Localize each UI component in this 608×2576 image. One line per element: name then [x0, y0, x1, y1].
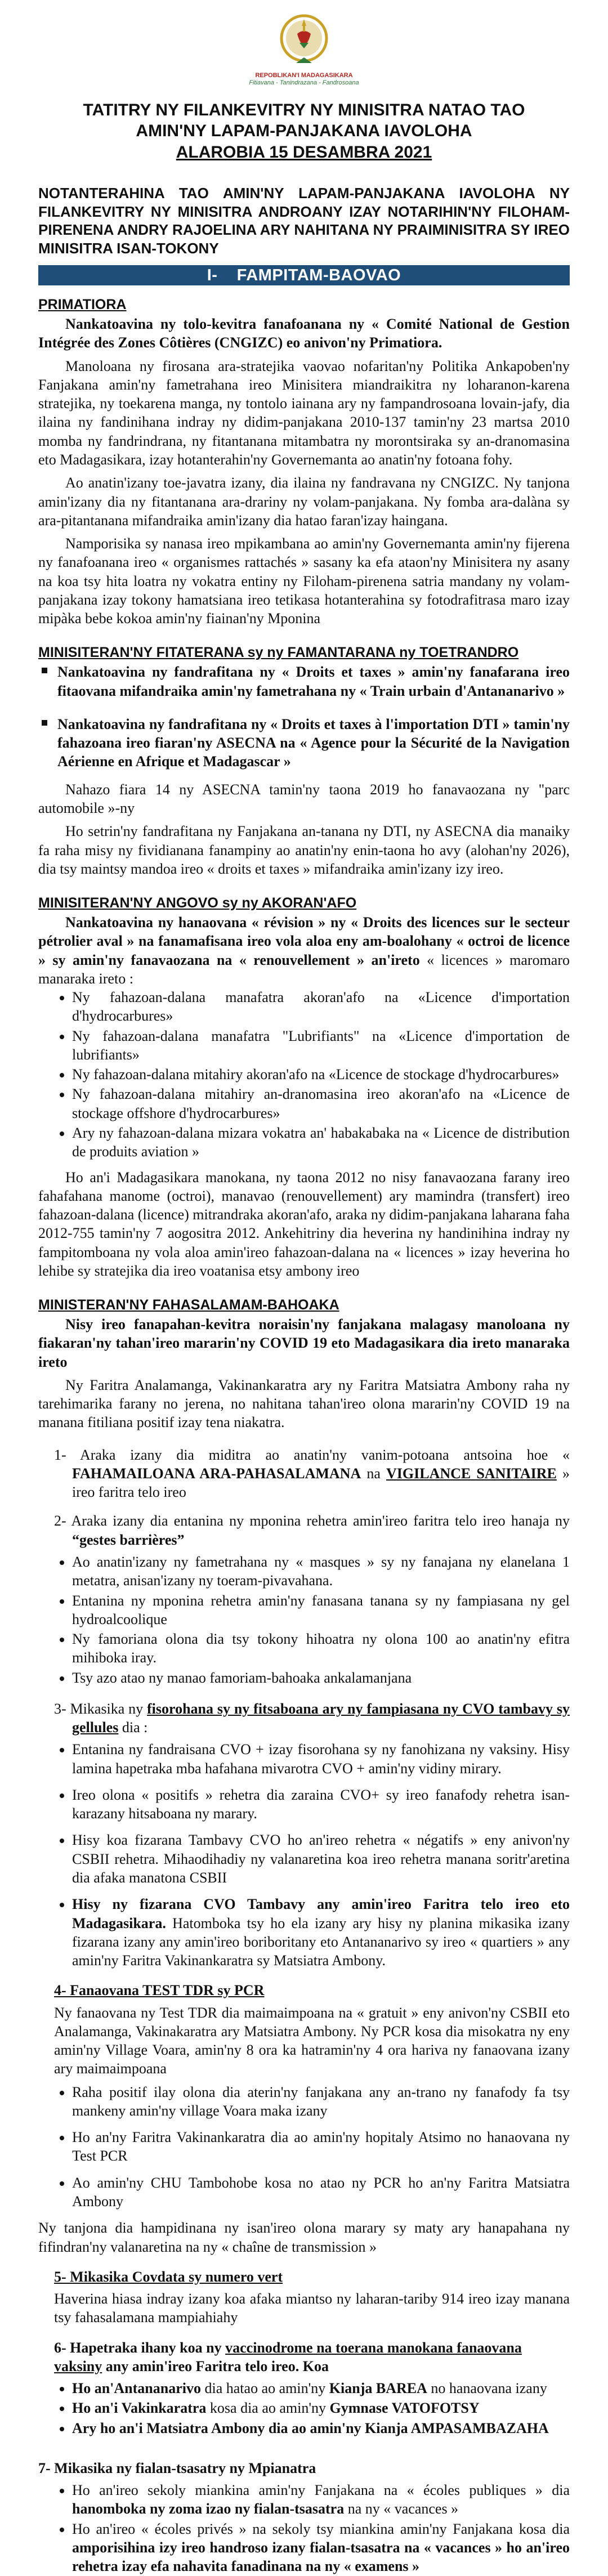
measure-4-heading: 4- Fanaovana TEST TDR sy PCR	[54, 1982, 265, 1999]
list-item-text: no hanaovana izany	[427, 2380, 547, 2397]
list-item: • Ary ny fahazoan-dalana mizara vokatra an' habakabaka na « Licence de distribution de produits aviation »	[72, 1124, 570, 1161]
list-item	[72, 1895, 570, 1970]
list-item: Nankatoavina ny fandrafitana ny « Droits et taxes » amin'ny fanafarana ireo fitaovana mifandraika amin'ny fametrahana ny « Train urbain d'Antananarivo »	[57, 663, 570, 700]
measure-1-text: na	[361, 1465, 386, 1482]
heading-primatiora: PRIMATIORA	[38, 297, 127, 313]
fitaterana-paragraph: Ho setrin'ny fandrafitana ny Fanjakana an-tanana ny DTI, ny ASECNA dia manaiky fa raha misy ny fividianana fanampiny ao anatin'ny enin-taona ho avy (alohan'ny 2026), dia tsy maintsy mandoa ireo « droits et taxes » mifandraika amin'izany izy ireo.	[38, 823, 570, 877]
measure-6-text: 6- Hapetraka ihany koa ny	[54, 2339, 226, 2356]
intro-paragraph: NOTANTERAHINA TAO AMIN'NY LAPAM-PANJAKANA IAVOLOHA NY FILANKEVITRY NY MINISITRA ANDROANY IZAY NOTARIHIN'NY FILOHAM-PIRENENA ANDRY RAJOELINA ARY NAHITANA NY PRAIMINISITRA SY IREO MINISITRA ISAN-TOKONY	[38, 185, 570, 257]
title-line-1: TATITRY NY FILANKEVITRY NY MINISITRA NATAO TAO	[83, 100, 525, 119]
list-item: • Ny fahazoan-dalana mitahiry an-dranomasina ireo akoran'afo na «Licence de stockage offshore d'hydrocarbures»	[72, 1085, 570, 1122]
list-item-text: Ho an'ireo « écoles privés » na sekoly tsy miankina amin'ny Fanjakana kosa dia	[72, 2520, 570, 2537]
list-item-text: Hatombokа tsy ho ela izany ary hisy ny planina mikasika izany fizarana izany any amin'ireo boriboritany eto Antananarivo sy ireo « quartiers » any amin'ny Faritra Vakinankaratra sy Matsiatra Ambony.	[72, 1915, 570, 1969]
list-item-bold: amporisihina izy ireo handroso izany fialan-tsasatra na « vacances » ho an'ireo rehetra izay efa nahavita fanadinana na ny « examens »	[72, 2539, 570, 2575]
measure-2-bold: “gestes barrières”	[72, 1531, 185, 1548]
measure-6-heading	[54, 2338, 570, 2376]
angovo-decision-rest: « licences » maromaro manaraka ireto :	[38, 951, 570, 987]
measure-1	[38, 1446, 570, 1502]
madagascar-coat-of-arms-icon	[275, 9, 333, 68]
list-item: • Raha positif ilay olona dia aterin'ny fanjakana any an-trano ny fanafody fa tsy mankeny amin'ny village Voara maka izany	[72, 2083, 570, 2121]
measure-5-paragraph: Haverina hiasa indray izany koa afaka miantso ny laharan-tariby 914 ireo izay manana tsy fahasalamana mampiahiahy	[54, 2291, 570, 2326]
list-item-text: dia hatao ao amin'ny	[201, 2380, 329, 2397]
measure-3-text: dia :	[118, 1719, 148, 1736]
list-item	[72, 2481, 570, 2519]
title-date: ALAROBIA 15 DESAMBRA 2021	[176, 142, 432, 162]
fitaterana-paragraph: Nahazo fiara 14 ny ASECNA tamin'ny taona 2019 ho fanavaozana ny "parc automobile »-ny	[38, 781, 570, 816]
list-item-bold: Hisy ny fizarana CVO Tambavy any amin'ireo Faritra telo ireo eto Madagasikara.	[72, 1896, 570, 1931]
list-item: • Ireo olona « positifs » rehetra dia zaraina CVO+ sy ireo fanafody rehetra isan-karazany hitsaboana ny marary.	[72, 1786, 570, 1823]
list-item: • Ary ho an'i Matsiatra Ambony dia ao amin'ny Kianja AMPASAMBAZAHA	[72, 2419, 570, 2438]
measure-5-heading: 5- Mikasika Covdata sy numero vert	[54, 2268, 283, 2285]
measure-6-list	[38, 2379, 570, 2438]
list-item	[72, 2399, 570, 2417]
crest-caption-motto: Fitiavana - Tanindrazana - Fandrosoana	[249, 79, 359, 87]
section-banner	[38, 265, 570, 285]
document-page	[38, 0, 570, 2575]
list-item-text: na ny « vacances »	[344, 2501, 459, 2517]
fahasalamana-decision: Nisy ireo fanapahan-kevitra noraisin'ny fanjakana malagasy manoloana ny fiakaran'ny tahan'ireo mararin'ny COVID 19 eto Madagasikara dia ireto manaraka ireto	[38, 1316, 570, 1370]
list-item-text: Ho an'ireo sekoly miankina amin'ny Fanjakana na « écoles publiques » dia	[72, 2482, 570, 2499]
list-item-bold: Kianja BAREA	[329, 2380, 427, 2397]
list-item: • Tsy azo atao ny manao famoriam-bahoaka ankalamanjana	[72, 1669, 570, 1687]
heading-fahasalamana: MINISTERAN'NY FAHASALAMAM-BAHOAKA	[38, 1297, 339, 1313]
primatiora-decision: Nankatoavina ny tolo-kevitra fanafoanana ny « Comité National de Gestion Intégrée des Zones Côtières (CNGIZC) eo anivon'ny Primatiora.	[38, 316, 570, 351]
measure-2-list	[38, 1553, 570, 1687]
list-item-bold: Ho an'Antananarivo	[72, 2380, 201, 2397]
crest-caption	[38, 72, 570, 87]
list-item-bold: Gymnase VATOFOTSY	[329, 2400, 480, 2417]
list-item-bold: Ho an'i Vakinkaratra	[72, 2400, 207, 2417]
measure-4-conclusion: Ny tanjona dia hampidinana ny isan'ireo olona marary sy maty ary hanapahana ny fifindran'ny valanaretina na ny « chaîne de transmission »	[38, 2220, 570, 2255]
list-item: • Ny fahazoan-dalana manafatra akoran'afo na «Licence d'importation d'hydrocarbures»	[72, 988, 570, 1026]
list-item-text: kosa dia ao amin'ny	[206, 2400, 330, 2417]
measure-3-bold-underline: fisorohana sy ny fitsaboana ary ny fampiasana ny CVO tambavy sy gellules	[72, 1700, 570, 1736]
list-item	[72, 2520, 570, 2576]
list-item	[72, 2379, 570, 2398]
measure-3-list	[38, 1740, 570, 1970]
list-item: • Ao amin'ny CHU Tambohobe kosa no atao ny PCR ho an'ny Faritra Matsiatra Ambony	[72, 2174, 570, 2211]
primatiora-paragraph: Namporisika sy nanasa ireo mpikambana ao amin'ny Governemanta amin'ny fijerena ny fanafoanana ireo « organismes rattachés » sasany ka efa ataon'ny Minisitera ny asany na koa tsy hita loatra ny vokatra entiny ny Filoham-pirenena satria mandany ny volam-panjakana izay tokony hamatsiana ireo tetikasa hotanterahina sy fotodrafitrasa maro izay mipàka bebe kokoa amin'ny fiainan'ny Mponina	[38, 535, 570, 627]
angovo-decision-bold: Nankatoavina ny hanaovana « révision » ny « Droits des licences sur le secteur pétrolier aval » na fanamafisana ireo vola aloa eny am-boalohany « octroi de licence » sy amin'ny fanavaozana na « renouvellement » an'ireto	[38, 914, 570, 968]
list-item: • Ho an'ny Faritra Vakinankaratra dia ao amin'ny hopitaly Atsimo no hanaovana ny Test PCR	[72, 2128, 570, 2166]
angovo-decision	[38, 913, 570, 988]
primatiora-paragraph: Manoloana ny firosana ara-stratejika vaovao nofaritan'ny Politika Ankapoben'ny Fanjakana amin'ny fametrahana ireo Minisitera miandraikitra ny loharanon-karena stratejika, ny toekarena manga, ny tontolo iainana ary ny fampandrosoana lovain-jafy, dia ilaina ny fandinihana indray ny didim-panjakana 2010-137 tamin'ny 23 martsa 2010 momba ny fandrindrana, ny fitantanana mitambatra ny morontsiraka sy an-dranomasina eto Madagasikara, izay hotanterahin'ny Governemanta ao anatin'ny fotoana fohy.	[38, 357, 570, 468]
angovo-paragraph: Ho an'i Madagasikara manokana, ny taona 2012 no nisy fanavaozana farany ireo fahafahana manome (octroi), manavao (renouvellement) ary mamindra (transfert) ireo fahazoan-dalana (licence) mitrandraka akoran'afo, araka ny didim-panjakana laharana faha 2012-755 tamin'ny 7 aogositra 2012. Ankehitriny dia heverina ny handinihina indray ny fampitomboana ny vola aloa amin'ireo fahazoan-dalana na « licences » izay heverina ho lehibe sy stratejika dia ireo voatanisa etsy ambony ireo	[38, 1169, 570, 1279]
list-item: • Ny fahazoan-dalana manafatra "Lubrifiants" na «Licence d'importation de lubrifiants»	[72, 1027, 570, 1065]
fitaterana-decisions	[38, 663, 570, 771]
list-item: • Ny famoriana olona dia tsy tokony hihoatra ny olona 100 ao anatin'ny efitra mihiboka iray.	[72, 1630, 570, 1667]
list-item: Nankatoavina ny fandrafitana ny « Droits et taxes à l'importation DTI » tamin'ny fahazoana ireo fiaran'ny ASECNA na « Agence pour la Sécurité de la Navigation Aérienne en Afrique et Madagascar »	[57, 715, 570, 771]
measure-1-bold: FAHAMAILOANA ARA-PAHASALAMANA	[72, 1465, 361, 1482]
section-banner-label: I- FAMPITAM-BAOVAO	[207, 266, 401, 285]
fahasalamana-paragraph: Ny Faritra Analamanga, Vakinankaratra ary ny Faritra Matsiatra Ambony raha ny tarehimarika farany no jerena, no nahitana tahan'ireo olona mararin'ny COVID 19 na manana fitiliana positif izay tena niakatra.	[38, 1376, 570, 1431]
measure-3	[38, 1700, 570, 1737]
list-item: • Ny fahazoan-dalana mitahiry akoran'afo na «Licence de stockage d'hydrocarbures»	[72, 1065, 570, 1084]
measure-1-bold-underline: VIGILANCE SANITAIRE	[386, 1465, 557, 1482]
list-item: • Entanina ny mponina rehetra amin'ny fanasana tanana sy ny fampiasana ny gel hydroalcoolique	[72, 1591, 570, 1629]
measure-1-text: 1- Araka izany dia miditra ao anatin'ny vanim-potoana antsoina hoe «	[54, 1446, 570, 1463]
list-item: • Ao anatin'izany ny fametrahana ny « masques » sy ny fanajana ny elanelana 1 metatra, anisan'izany ny toeram-pivavahana.	[72, 1553, 570, 1590]
list-item-bold: hanomboka ny zoma izao ny fialan-tsasatra	[72, 2501, 345, 2517]
measure-6-underline: vaccinodrome na toerana manokana fanaovana vaksiny	[54, 2339, 522, 2374]
list-item: • Hisy koa fizarana Tambavy CVO ho an'ireo rehetra « négatifs » eny anivon'ny CSBII rehetra. Mihaodihadiy ny valanaretina koa ireo rehetra manana soritr'aretina dia afaka manatona CSBII	[72, 1831, 570, 1887]
measure-2-text: 2- Araka izany dia entanina ny mponina rehetra amin'ireo faritra telo ireo hanaja ny	[54, 1513, 570, 1530]
measure-1-text: » ireo faritra telo ireo	[72, 1465, 570, 1501]
title-line-2: AMIN'NY LAPAM-PANJAKANA IAVOLOHA	[136, 122, 472, 141]
primatiora-paragraph: Ao anatin'izany toe-javatra izany, dia ilaina ny fandravana ny CNGIZC. Ny tanjona amin'izany dia ny fitantanana ara-drariny ny volam-panjakana. Ny fomba ara-dalàna sy ara-pitantanana mifandraika amin'izany dia hatao faran'izay haingana.	[38, 475, 570, 529]
measure-2	[38, 1511, 570, 1549]
list-item: • Entanina ny fandraisana CVO + izay fisorohana sy ny fanohizana ny vaksiny. Hisy lamina hapetraka mba hafahana mivarotra CVO + amin'ny vidiny mirary.	[72, 1740, 570, 1778]
heading-fitaterana: MINISITERAN'NY FITATERANA sy ny FAMANTARANA ny TOETRANDRO	[38, 645, 519, 661]
measure-3-text: 3- Mikasika ny	[54, 1700, 147, 1717]
measure-7-list	[38, 2481, 570, 2575]
measure-7-heading: 7- Mikasika ny fialan-tsasatry ny Mpianatra	[38, 2459, 316, 2476]
crest-block	[38, 0, 570, 87]
measure-6-text: any amin'ireo Faritra telo ireo. Koa	[102, 2358, 329, 2374]
measure-4-list	[38, 2083, 570, 2211]
angovo-licence-list	[38, 988, 570, 1161]
document-title	[38, 100, 570, 163]
crest-caption-country: REPOBLIKAN'I MADAGASIKARA	[255, 72, 353, 79]
heading-angovo: MINISITERAN'NY ANGOVO sy ny AKORAN'AFO	[38, 895, 357, 911]
measure-4-paragraph: Ny fanaovana ny Test TDR dia maimaimpoana na « gratuit » eny anivon'ny CSBII eto Analamanga, Vakinakaratra ary Matsiatra Ambony. Ny PCR kosa dia misokatra ny eny amin'ny Village Voara, amin'ny 8 ora ka hatramin'ny 4 ora hariva ny fanaovana izany ary maimaimpoana	[54, 2004, 570, 2077]
